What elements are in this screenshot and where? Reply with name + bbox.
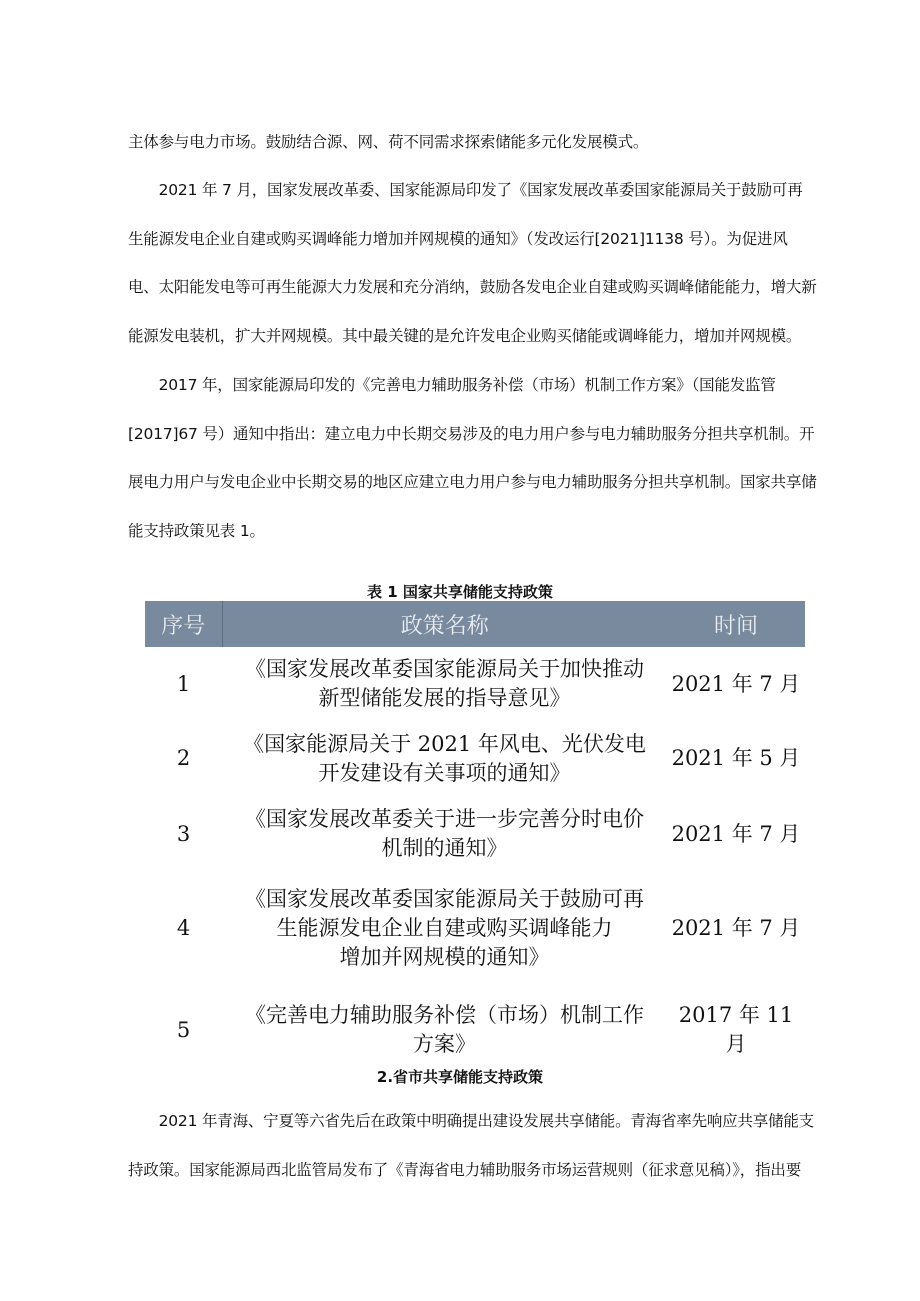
- table-row: [145, 984, 805, 1076]
- row-index: 1: [176, 671, 191, 696]
- row-index: 5: [176, 1017, 191, 1042]
- paragraph-1: [128, 118, 822, 167]
- text-line: 持政策。国家能源局西北监管局发布了《青海省电力辅助服务市场运营规则（征求意见稿）》，指出要: [128, 1160, 802, 1179]
- text-line: 能源发电装机，扩大并网规模。其中最关键的是允许发电企业购买储能或调峰能力，增加并网规模。: [128, 326, 802, 345]
- policy-name-line: 方案》: [413, 1032, 476, 1056]
- text-line: 展电力用户与发电企业中长期交易的地区应建立电力用户参与电力辅助服务分担共享机制。国家共享储: [128, 473, 817, 491]
- policy-name-line: 《国家发展改革委国家能源局关于鼓励可再: [245, 886, 644, 911]
- row-index: 2: [176, 746, 191, 770]
- row-time: 2021 年 5 月: [671, 746, 801, 770]
- row-policy-name: [222, 796, 667, 872]
- text-line: [2017]67 号）通知中指出：建立电力中长期交易涉及的电力用户参与电力辅助服务分担共享机制。开: [128, 424, 815, 443]
- policy-name-line: 新型储能发展的指导意见》: [318, 686, 571, 710]
- policy-name-line: 《完善电力辅助服务补偿（市场）机制工作: [245, 1003, 644, 1027]
- row-time: 2021 年 7 月: [671, 915, 801, 940]
- paragraph-final: [128, 1097, 822, 1194]
- header-policy-name: 政策名称: [222, 601, 667, 647]
- text-line: 2021 年青海、宁夏等六省先后在政策中明确提出建设发展共享储能。青海省率先响应共享储能支: [128, 1112, 814, 1130]
- paragraph-3: [128, 361, 822, 555]
- table-row: [145, 647, 805, 721]
- policy-table: [145, 601, 805, 1076]
- text-line: 生能源发电企业自建或购买调峰能力增加并网规模的通知》（发改运行[2021]1138 号）。为促进风: [128, 229, 788, 248]
- table-row: [145, 872, 805, 984]
- policy-name-line: 《国家能源局关于 2021 年风电、光伏发电: [243, 731, 646, 756]
- text-line: 电、太阳能发电等可再生能源大力发展和充分消纳，鼓励各发电企业自建或购买调峰储能能力，增大新: [128, 278, 817, 296]
- row-time: 2021 年 7 月: [671, 821, 801, 846]
- row-policy-name: [222, 647, 667, 721]
- row-time: 2017 年 11 月: [678, 1003, 794, 1056]
- policy-name-line: 生能源发电企业自建或购买调峰能力: [276, 915, 613, 940]
- table-row: [145, 721, 805, 796]
- section-heading: 2.省市共享储能支持政策: [376, 1068, 544, 1086]
- policy-name-line: 机制的通知》: [381, 836, 508, 860]
- header-time: 时间: [667, 601, 805, 647]
- policy-name-line: 《国家发展改革委国家能源局关于加快推动: [245, 657, 644, 681]
- table-row: [145, 796, 805, 872]
- policy-name-line: 开发建设有关事项的通知》: [318, 760, 571, 785]
- row-policy-name: [222, 721, 667, 796]
- row-index: 4: [176, 915, 191, 940]
- text-line: 2017 年，国家能源局印发的《完善电力辅助服务补偿（市场）机制工作方案》（国能发监管: [128, 376, 776, 394]
- row-policy-name: [222, 872, 667, 984]
- header-index: 序号: [145, 601, 222, 647]
- table-header-row: [145, 601, 805, 647]
- row-index: 3: [176, 821, 191, 846]
- policy-name-line: 《国家发展改革委关于进一步完善分时电价: [245, 807, 644, 831]
- policy-name-line: 增加并网规模的通知》: [339, 944, 550, 969]
- row-policy-name: [222, 984, 667, 1076]
- paragraph-2: [128, 166, 822, 360]
- table-caption: 表 1 国家共享储能支持政策: [367, 583, 553, 601]
- text-line: 能支持政策见表 1。: [128, 521, 265, 540]
- row-time: 2021 年 7 月: [671, 671, 801, 696]
- text-line: 2021 年 7 月，国家发展改革委、国家能源局印发了《国家发展改革委国家能源局关于鼓励可再: [128, 181, 803, 199]
- text-line: 主体参与电力市场。鼓励结合源、网、荷不同需求探索储能多元化发展模式。: [128, 133, 649, 151]
